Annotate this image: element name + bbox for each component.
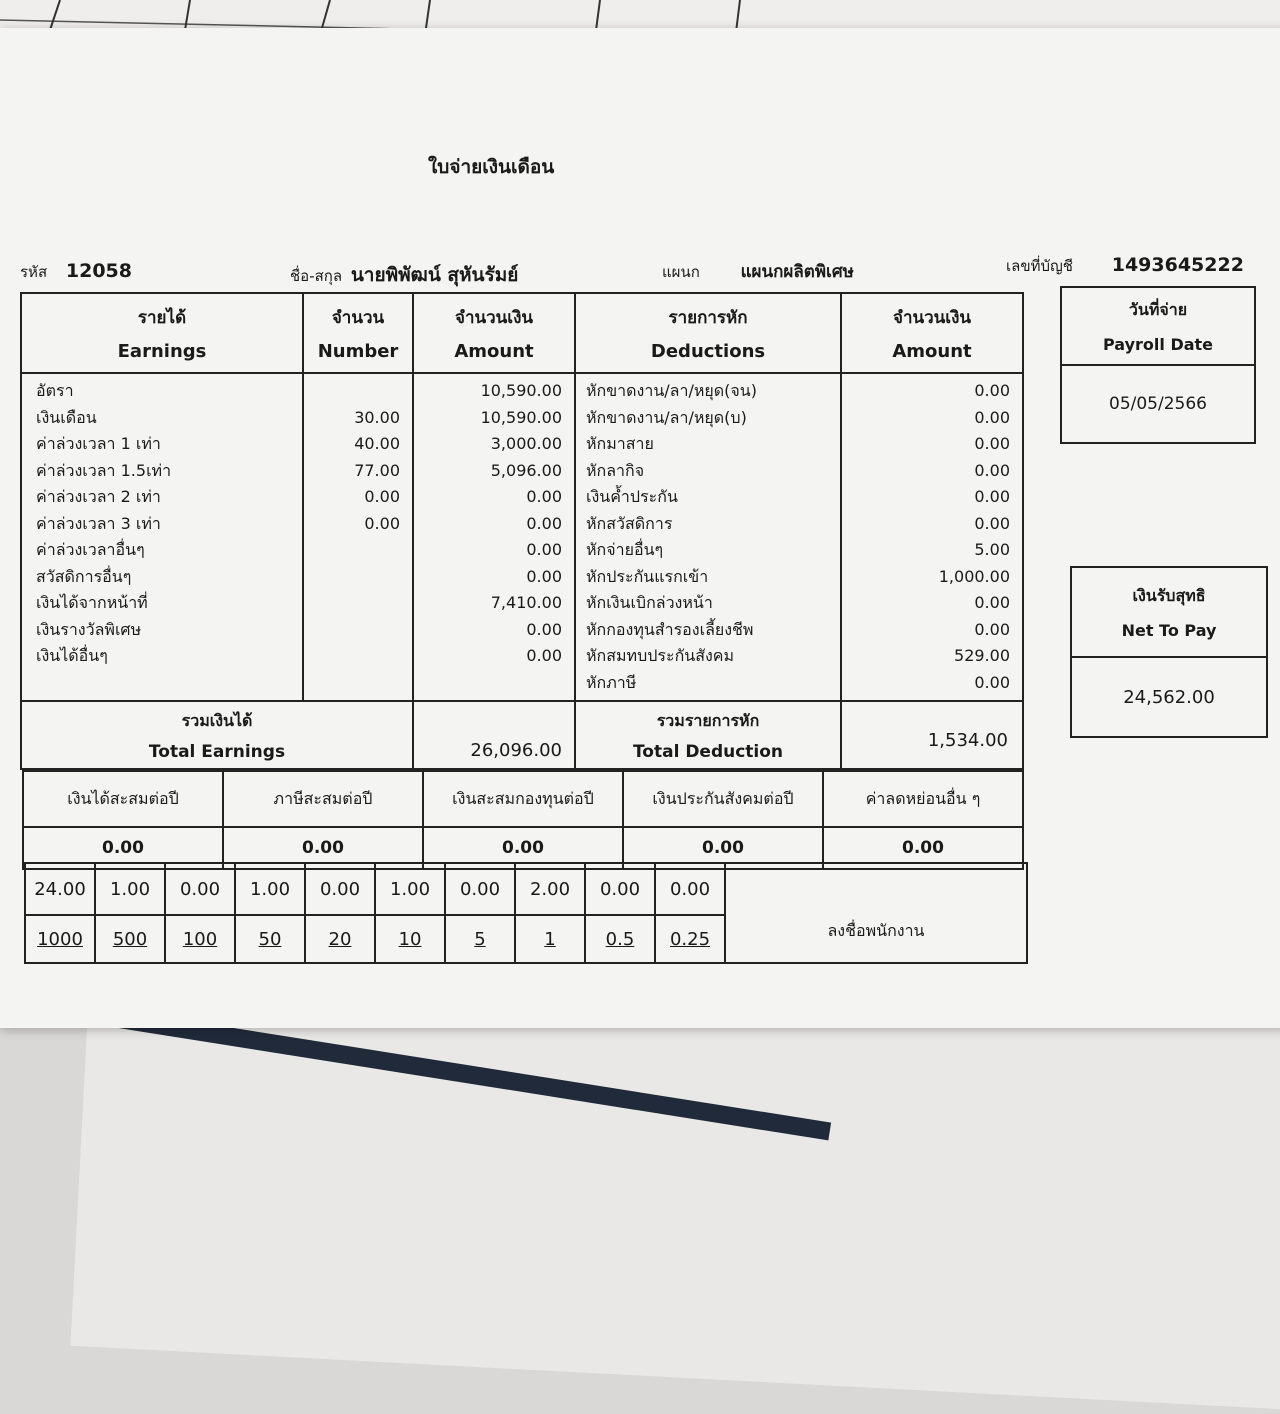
note-denomination: 50 [258,928,282,950]
employee-name-value: นายพิพัฒน์ สุหันรัมย์ [350,264,519,286]
note-count: 0.00 [586,864,654,916]
account-number-label: เลขที่บัญชี [1006,257,1073,275]
deduction-amounts [842,374,1022,700]
department-label: แผนก [662,263,700,281]
earning-amount: 3,000.00 [490,434,562,453]
employee-code [20,260,132,284]
header-number [304,294,414,372]
note-denomination: 0.5 [605,928,635,950]
earning-amount: 0.00 [526,487,562,506]
net-pay-label-en: Net To Pay [1121,621,1217,640]
deduction-amount: 0.00 [974,487,1010,506]
note-count: 0.00 [656,864,724,916]
payroll-date-box [1060,286,1256,444]
header-earnings-th: รายได้ [137,308,187,328]
deduction-amount: 5.00 [974,540,1010,559]
payroll-date-header [1062,288,1254,366]
note-denomination: 1000 [37,928,83,950]
cash-denomination-table [24,862,1028,964]
payroll-date-label-en: Payroll Date [1102,335,1214,354]
header-earnings-en: Earnings [117,341,207,362]
header-number-th: จำนวน [331,308,385,328]
deduction-amount: 1,000.00 [938,566,1010,586]
earning-number [304,378,412,405]
total-deduction-value: 1,534.00 [927,729,1008,751]
header-number-en: Number [317,341,399,362]
earning-label: เงินรางวัลพิเศษ [36,619,142,639]
deduction-label: หักขาดงาน/ลา/หยุด(จน) [586,381,757,400]
earning-amount: 7,410.00 [490,593,562,612]
ytd-value: 0.00 [224,828,424,868]
earning-label: ค่าล่วงเวลา 1.5เท่า [36,460,172,480]
denomination-column [236,864,306,962]
note-count: 1.00 [96,864,164,916]
header-amount [414,294,576,372]
deduction-label: หักขาดงาน/ลา/หยุด(บ) [586,407,747,427]
total-earnings-label-th: รวมเงินได้ [181,710,253,730]
ytd-header: ค่าลดหย่อนอื่น ๆ [865,788,981,808]
deduction-amount: 0.00 [974,460,1010,480]
deduction-amount: 529.00 [954,646,1010,665]
total-deduction-label-en: Total Deduction [632,741,784,762]
earning-amount: 5,096.00 [490,460,562,480]
earning-label: เงินเดือน [36,407,97,427]
deduction-labels [576,374,842,700]
denomination-column [26,864,96,962]
note-denomination: 1 [544,928,556,950]
earning-label: เงินได้อื่นๆ [36,646,108,665]
earnings-deductions-table [20,292,1024,770]
note-count: 24.00 [26,864,94,916]
deduction-amount: 0.00 [974,672,1010,692]
earning-label: ค่าล่วงเวลา 1 เท่า [36,434,161,453]
deduction-label: หักสวัสดิการ [586,513,673,533]
employee-code-value: 12058 [65,260,132,282]
header-amount-en: Amount [454,341,534,362]
deduction-label: หักจ่ายอื่นๆ [586,540,664,559]
payroll-date-value: 05/05/2566 [1109,394,1207,414]
deduction-label: หักประกันแรกเข้า [586,566,709,586]
deduction-amount: 0.00 [974,513,1010,533]
ytd-header-row [24,772,1022,828]
earning-label: เงินได้จากหน้าที่ [36,593,148,612]
earning-amount: 0.00 [526,619,562,639]
earning-label: ค่าล่วงเวลา 3 เท่า [36,513,161,533]
earning-label: อัตรา [36,381,74,400]
total-deduction-label-th: รวมรายการหัก [656,710,760,730]
net-pay-header [1072,568,1266,658]
deduction-label: หักมาสาย [586,434,654,453]
note-denomination: 100 [182,928,218,950]
header-deductions [576,294,842,372]
ytd-header: ภาษีสะสมต่อปี [224,772,424,826]
earning-amount: 0.00 [526,566,562,586]
denomination-column [446,864,516,962]
deduction-label: หักสมทบประกันสังคม [586,646,735,665]
ytd-header: เงินประกันสังคมต่อปี [624,772,824,826]
header-deductions-th: รายการหัก [668,308,748,328]
note-count: 0.00 [446,864,514,916]
header-earnings [22,294,304,372]
note-count: 0.00 [306,864,374,916]
table-header-row [22,294,1022,374]
denomination-column [306,864,376,962]
earnings-numbers [304,374,414,700]
earning-number [304,564,412,591]
denomination-column [516,864,586,962]
header-amount-th: จำนวนเงิน [454,308,534,328]
note-count: 1.00 [236,864,304,916]
earnings-labels [22,374,304,700]
total-deduction-label [576,702,842,768]
header-deduction-amount [842,294,1022,372]
ytd-header: เงินได้สะสมต่อปี [24,772,224,826]
denomination-column [656,864,726,962]
earning-number: 0.00 [364,487,400,506]
note-denomination: 20 [328,928,352,950]
year-to-date-table [22,770,1024,870]
table-body [22,374,1022,702]
total-deduction-cell [842,702,1020,768]
total-earnings-label [22,702,414,768]
note-count: 1.00 [376,864,444,916]
earning-number: 77.00 [354,460,400,480]
earning-amount: 0.00 [526,540,562,559]
net-pay-label-th: เงินรับสุทธิ [1132,586,1206,605]
ytd-header: เงินสะสมกองทุนต่อปี [424,772,624,826]
earning-amount: 0.00 [526,513,562,533]
ytd-value: 0.00 [424,828,624,868]
total-earnings-cell [414,702,576,768]
denomination-column [96,864,166,962]
earnings-amounts [414,374,576,700]
earning-amount: 0.00 [526,646,562,665]
department-value: แผนกผลิตพิเศษ [740,262,854,282]
employee-signature-area: ลงชื่อพนักงาน [827,921,925,940]
deduction-label: เงินค้ำประกัน [586,487,678,506]
note-denomination: 10 [398,928,422,950]
note-count: 2.00 [516,864,584,916]
payroll-date-label-th: วันที่จ่าย [1128,300,1188,319]
earning-number: 30.00 [354,407,400,427]
header-deductions-en: Deductions [650,341,766,362]
document-title: ใบจ่ายเงินเดือน [428,156,555,178]
account-number [1006,254,1244,278]
employee-name [290,260,518,290]
ytd-value: 0.00 [24,828,224,868]
earning-number [304,617,412,644]
earning-number [304,590,412,617]
totals-row [22,702,1022,768]
earning-amount: 10,590.00 [480,407,562,427]
note-denomination: 500 [112,928,148,950]
employee-code-label: รหัส [20,263,48,281]
header-deduction-amount-en: Amount [892,341,972,362]
deduction-label: หักกองทุนสำรองเลี้ยงชีพ [586,619,754,639]
earning-number: 0.00 [364,513,400,533]
ytd-value: 0.00 [902,838,944,858]
denomination-column [166,864,236,962]
earning-number [304,537,412,564]
note-count: 0.00 [166,864,234,916]
earning-label: ค่าล่วงเวลาอื่นๆ [36,540,145,559]
deduction-amount: 0.00 [974,434,1010,453]
deduction-amount: 0.00 [974,619,1010,639]
account-number-value: 1493645222 [1111,254,1244,276]
ytd-value: 0.00 [624,828,824,868]
net-pay-box [1070,566,1268,738]
note-denomination: 0.25 [669,928,711,950]
header-deduction-amount-th: จำนวนเงิน [892,308,972,328]
earning-label: สวัสดิการอื่นๆ [36,566,132,586]
net-pay-value: 24,562.00 [1123,686,1215,708]
note-denomination: 5 [474,928,486,950]
earning-number: 40.00 [354,434,400,453]
deduction-label: หักลากิจ [586,460,645,480]
denomination-column [586,864,656,962]
earning-label: ค่าล่วงเวลา 2 เท่า [36,487,161,506]
earning-number [304,643,412,670]
deduction-label: หักภาษี [586,672,637,692]
total-earnings-label-en: Total Earnings [148,741,286,762]
deduction-amount: 0.00 [974,407,1010,427]
department [662,258,854,285]
employee-name-label: ชื่อ-สกุล [290,267,343,285]
total-earnings-value: 26,096.00 [470,739,562,761]
earning-amount: 10,590.00 [480,381,562,400]
deduction-label: หักเงินเบิกล่วงหน้า [586,593,713,612]
deduction-amount: 0.00 [974,381,1010,400]
denomination-column [376,864,446,962]
deduction-amount: 0.00 [974,593,1010,612]
